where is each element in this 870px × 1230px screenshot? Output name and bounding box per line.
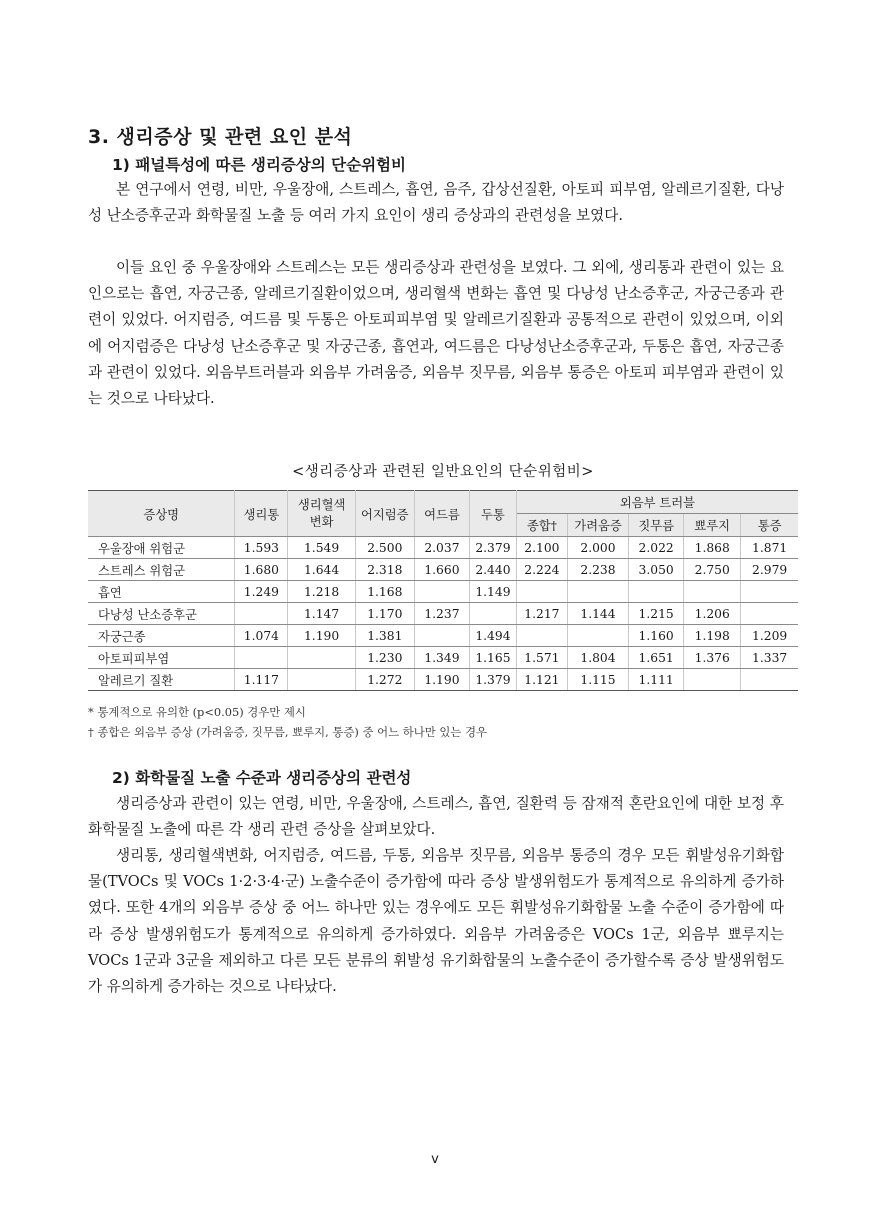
row-label: 스트레스 위험군 (88, 559, 235, 581)
cell: 1.349 (414, 647, 469, 669)
cell: 1.149 (469, 581, 516, 603)
row-label: 다낭성 난소증후군 (88, 603, 235, 625)
cell: 1.170 (355, 603, 414, 625)
cell: 1.115 (567, 669, 628, 691)
cell: 1.494 (469, 625, 516, 647)
cell: 1.549 (288, 537, 355, 559)
cell: 2.224 (516, 559, 567, 581)
page-number: v (431, 1152, 439, 1167)
cell (629, 581, 684, 603)
subsection-title-2: 2) 화학물질 노출 수준과 생리증상의 관련성 (112, 769, 412, 787)
table-row (88, 603, 798, 625)
cell: 1.651 (629, 647, 684, 669)
cell: 1.165 (469, 647, 516, 669)
cell: 1.593 (235, 537, 288, 559)
header-col5: 두통 (469, 491, 516, 537)
cell: 1.198 (684, 625, 741, 647)
cell: 1.379 (469, 669, 516, 691)
cell: 2.318 (355, 559, 414, 581)
cell: 1.381 (355, 625, 414, 647)
header-sub2: 가려움증 (567, 514, 628, 537)
header-symptom: 증상명 (88, 491, 235, 537)
cell: 1.206 (684, 603, 741, 625)
subsection-title-1: 1) 패널특성에 따른 생리증상의 단순위험비 (112, 156, 406, 174)
header-col3: 어지럼증 (355, 491, 414, 537)
header-sub4: 뾰루지 (684, 514, 741, 537)
cell: 1.190 (414, 669, 469, 691)
cell: 2.037 (414, 537, 469, 559)
cell: 1.660 (414, 559, 469, 581)
paragraph-1: 본 연구에서 연령, 비만, 우울장애, 스트레스, 흡연, 음주, 갑상선질환, 아토피 피부염, 알레르기질환, 다낭성 난소증후군과 화학물질 노출 등 여러 가지 요인이 생리 증상과의 관련성을 보였다. (88, 181, 784, 225)
table-note-significance: * 통계적으로 유의한 (p<0.05) 경우만 제시 (88, 705, 306, 719)
header-sub1: 종합† (516, 514, 567, 537)
cell: 1.230 (355, 647, 414, 669)
row-label: 자궁근종 (88, 625, 235, 647)
cell: 1.644 (288, 559, 355, 581)
cell: 1.249 (235, 581, 288, 603)
cell (469, 603, 516, 625)
table-caption: <생리증상과 관련된 일반요인의 단순위험비> (292, 464, 594, 480)
cell: 1.117 (235, 669, 288, 691)
table-row (88, 669, 798, 691)
cell: 2.238 (567, 559, 628, 581)
cell (516, 581, 567, 603)
cell: 1.111 (629, 669, 684, 691)
header-sub3: 짓무름 (629, 514, 684, 537)
table-row (88, 537, 798, 559)
paragraph-2: 이들 요인 중 우울장애와 스트레스는 모든 생리증상과 관련성을 보였다. 그 외에, 생리통과 관련이 있는 요인으로는 흡연, 자궁근종, 알레르기질환이었으며, 생리혈색 변화는 흡연 및 다낭성 난소증후군, 자궁근종과 관련이 있었다. 어지럼증, 여드름 및 두통은 아토피피부염 및 알레르기질환과 공통적으로 관련이 있었으며, 이외에 어지럼증은 다낭성 난소증후군 및 자궁근종, 흡연과, 여드름은 다낭성난소증후군과, 두통은 흡연, 자궁근종과 관련이 있었다. 외음부트러블과 외음부 가려움증, 외음부 짓무름, 외음부 통증은 아토피 피부염과 관련이 있는 것으로 나타났다. (88, 259, 784, 408)
cell (288, 669, 355, 691)
header-col2: 생리혈색 변화 (288, 491, 355, 537)
cell (414, 625, 469, 647)
table-row (88, 625, 798, 647)
cell: 2.440 (469, 559, 516, 581)
cell: 2.000 (567, 537, 628, 559)
cell (414, 581, 469, 603)
cell: 1.144 (567, 603, 628, 625)
cell (567, 625, 628, 647)
cell: 1.571 (516, 647, 567, 669)
cell: 2.500 (355, 537, 414, 559)
cell (684, 581, 741, 603)
cell (684, 669, 741, 691)
cell (288, 647, 355, 669)
row-label: 알레르기 질환 (88, 669, 235, 691)
paragraph-4: 생리통, 생리혈색변화, 어지럼증, 여드름, 두통, 외음부 짓무름, 외음부 통증의 경우 모든 휘발성유기화합물(TVOCs 및 VOCs 1·2·3·4·군) 노출수준이 증가함에 따라 증상 발생위험도가 통계적으로 유의하게 증가하였다. 또한 4개의 외음부 증상 중 어느 하나만 있는 경우에도 모든 휘발성유기화합물 노출 수준이 증가함에 따라 증상 발생위험도가 통계적으로 유의하게 증가하였다. 외음부 가려움증은 VOCs 1군, 외음부 뾰루지는 VOCs 1군과 3군을 제외하고 다른 모든 분류의 휘발성 유기화합물의 노출수준이 증가할수록 증상 발생위험도가 유의하게 증가하는 것으로 나타났다. (88, 847, 784, 996)
cell: 2.750 (684, 559, 741, 581)
paragraph-3: 생리증상과 관련이 있는 연령, 비만, 우울장애, 스트레스, 흡연, 질환력 등 잠재적 혼란요인에 대한 보정 후 화학물질 노출에 따른 각 생리 관련 증상을 살펴보았다. (88, 795, 784, 839)
cell: 1.147 (288, 603, 355, 625)
cell: 1.272 (355, 669, 414, 691)
cell (567, 581, 628, 603)
header-col1: 생리통 (235, 491, 288, 537)
cell: 1.871 (741, 537, 798, 559)
header-col4: 여드름 (414, 491, 469, 537)
cell: 2.022 (629, 537, 684, 559)
cell: 1.215 (629, 603, 684, 625)
row-label: 아토피피부염 (88, 647, 235, 669)
cell: 1.074 (235, 625, 288, 647)
cell: 3.050 (629, 559, 684, 581)
cell: 1.680 (235, 559, 288, 581)
cell: 1.190 (288, 625, 355, 647)
cell: 1.217 (516, 603, 567, 625)
table-row (88, 647, 798, 669)
cell (741, 581, 798, 603)
cell (741, 603, 798, 625)
cell: 1.376 (684, 647, 741, 669)
cell: 1.337 (741, 647, 798, 669)
cell: 1.868 (684, 537, 741, 559)
cell: 2.979 (741, 559, 798, 581)
cell: 1.804 (567, 647, 628, 669)
cell (235, 603, 288, 625)
table-row (88, 581, 798, 603)
cell: 2.379 (469, 537, 516, 559)
cell: 1.160 (629, 625, 684, 647)
row-label: 흡연 (88, 581, 235, 603)
cell: 2.100 (516, 537, 567, 559)
header-sub5: 통증 (741, 514, 798, 537)
cell: 1.218 (288, 581, 355, 603)
cell (235, 647, 288, 669)
table-note-dagger: † 종합은 외음부 증상 (가려움증, 짓무름, 뾰루지, 통증) 중 어느 하나만 있는 경우 (88, 725, 487, 739)
header-group: 외음부 트러블 (516, 491, 798, 514)
cell: 1.209 (741, 625, 798, 647)
cell: 1.121 (516, 669, 567, 691)
cell: 1.237 (414, 603, 469, 625)
table-row (88, 559, 798, 581)
section-title: 3. 생리증상 및 관련 요인 분석 (88, 126, 353, 148)
risk-ratio-table (88, 490, 798, 691)
cell (516, 625, 567, 647)
cell (741, 669, 798, 691)
cell: 1.168 (355, 581, 414, 603)
row-label: 우울장애 위험군 (88, 537, 235, 559)
